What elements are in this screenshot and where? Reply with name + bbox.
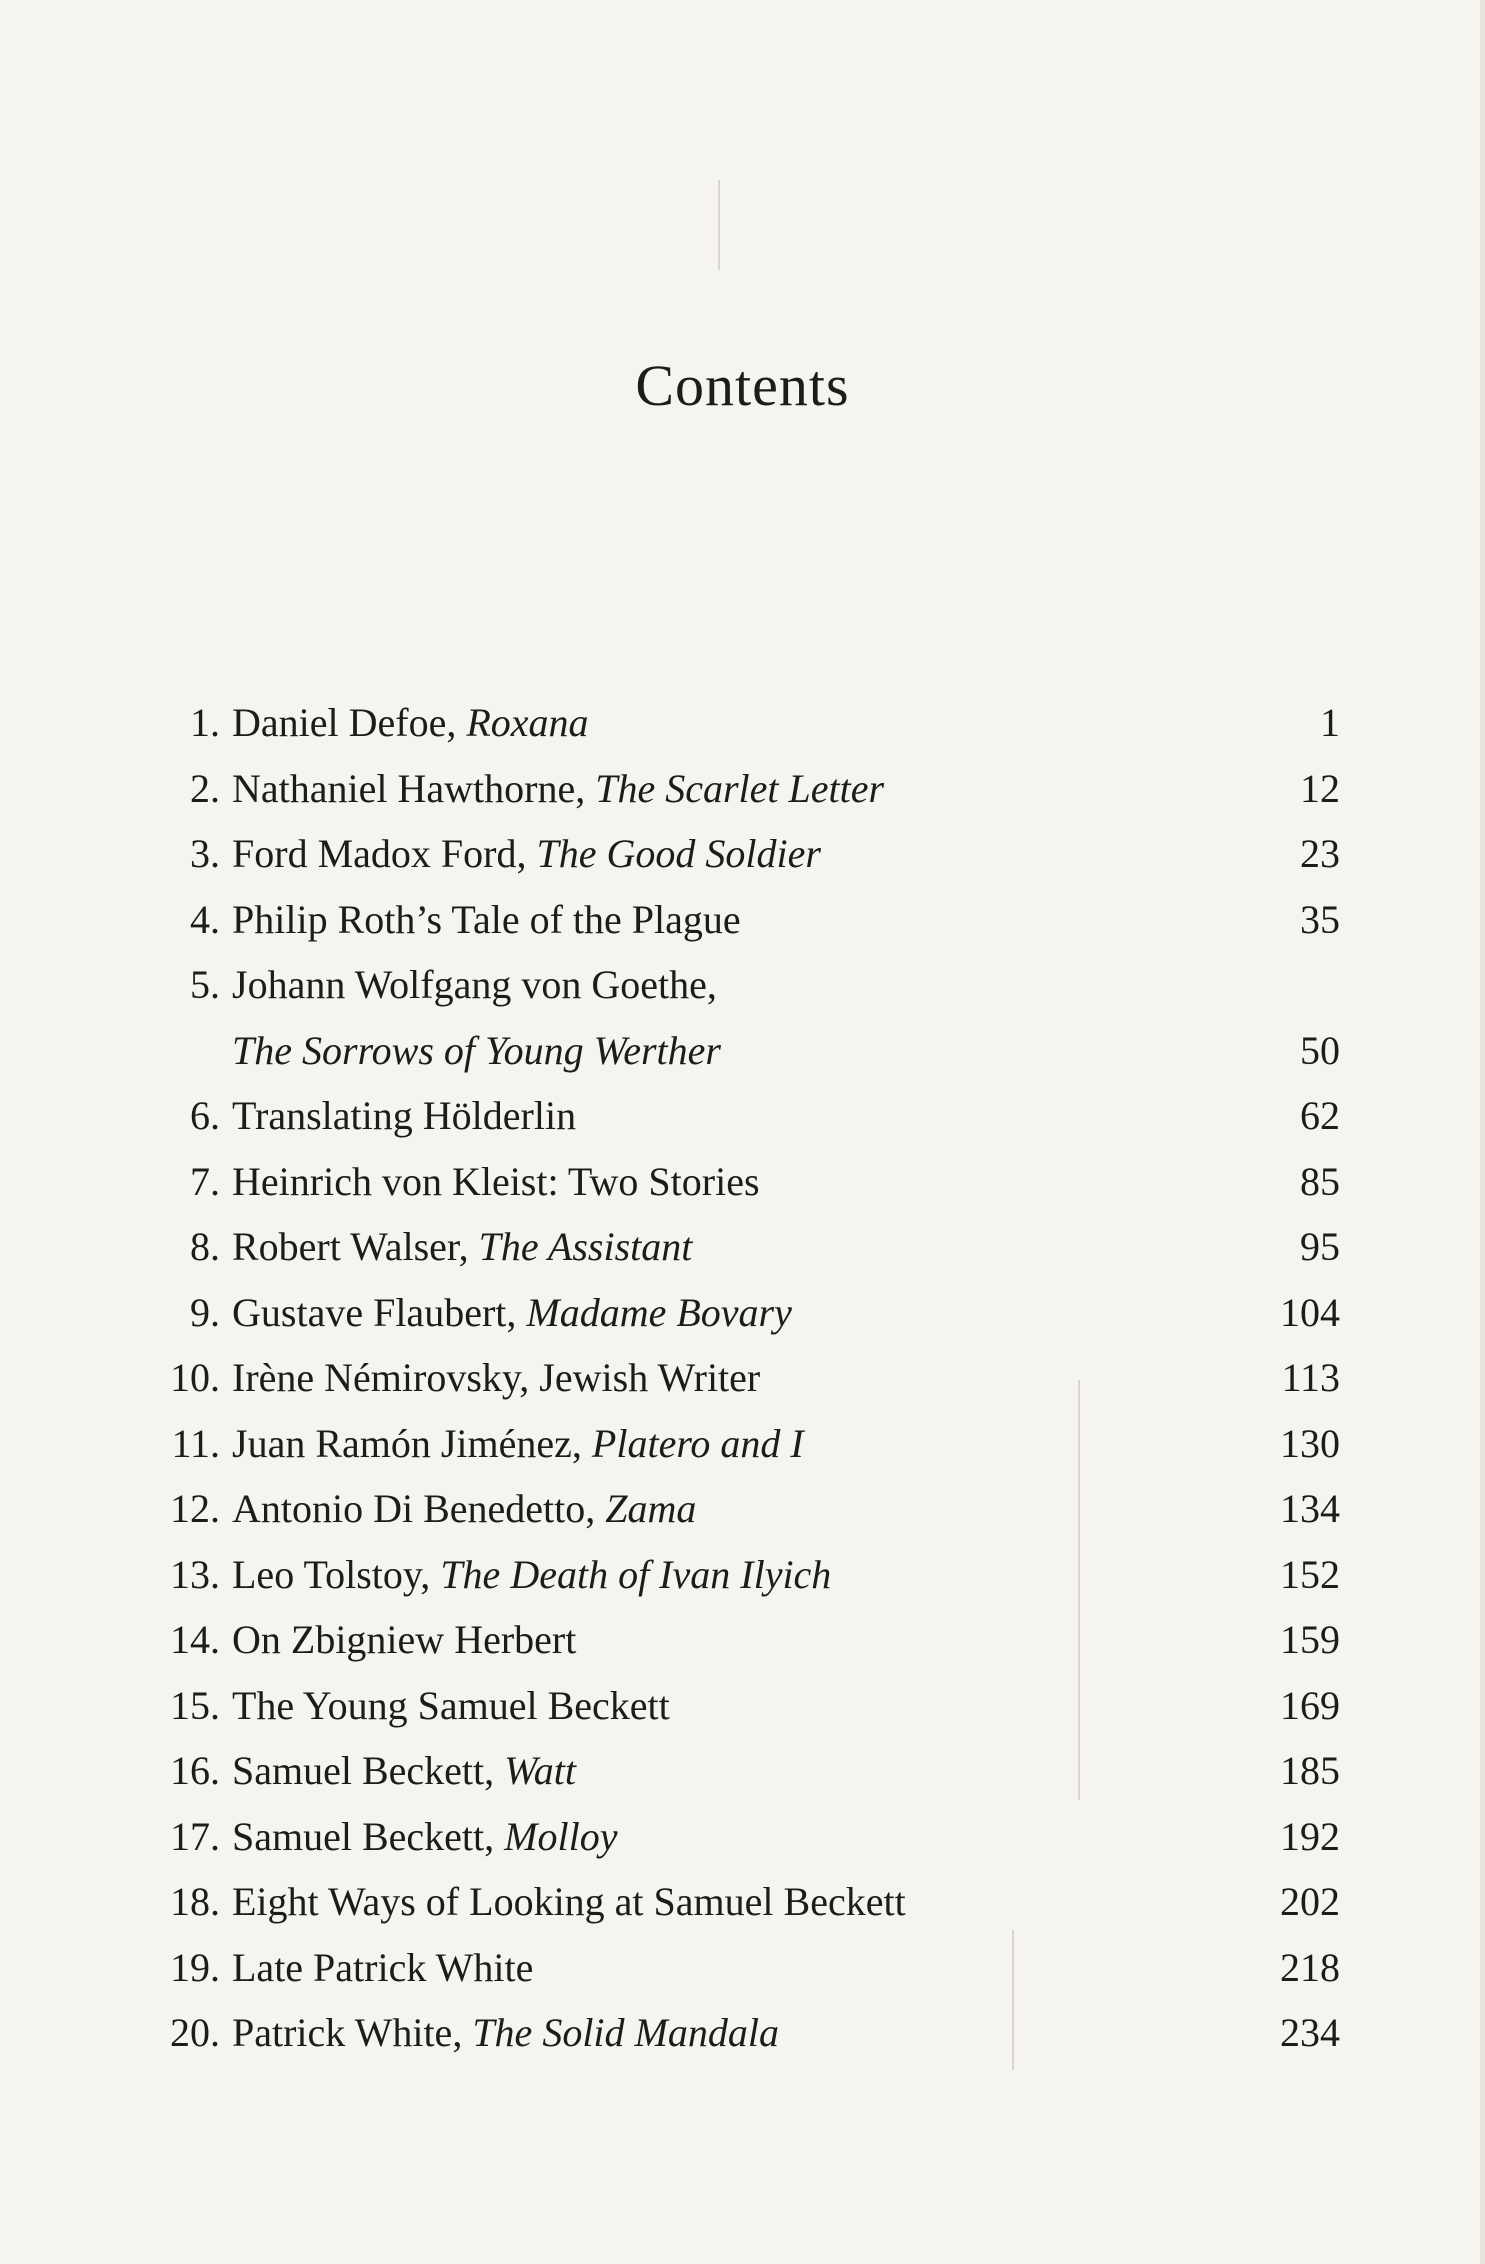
entry-title — [232, 1149, 760, 1215]
scan-mark — [1480, 0, 1485, 2264]
entry-number: 17. — [170, 1813, 220, 1859]
entry-title — [232, 1083, 576, 1149]
entry-title — [232, 821, 821, 887]
entry-page: 85 — [1300, 1158, 1340, 1204]
entry-page: 62 — [1300, 1093, 1340, 1138]
entry-page: 159 — [1280, 1617, 1340, 1662]
toc-entry — [150, 756, 1340, 822]
entry-page: 202 — [1280, 1879, 1340, 1924]
entry-title — [232, 1214, 692, 1280]
entry-title — [232, 1673, 670, 1739]
toc-entry — [150, 2000, 1340, 2066]
toc-entry — [150, 1345, 1340, 1411]
toc-entry — [150, 1411, 1340, 1477]
toc-entry — [150, 1673, 1340, 1739]
entry-work: The Sorrows of Young Werther — [232, 1027, 721, 1073]
entry-page: 152 — [1280, 1551, 1340, 1597]
toc-entry — [150, 1542, 1340, 1608]
entry-title — [232, 1607, 576, 1673]
entry-title — [232, 1476, 696, 1542]
entry-author: Philip Roth’s Tale of the Plague — [232, 896, 741, 942]
entry-work: The Assistant — [478, 1224, 693, 1269]
entry-author: Samuel Beckett, — [232, 1813, 495, 1859]
entry-author: On Zbigniew Herbert — [232, 1617, 577, 1662]
entry-number: 6. — [190, 1093, 220, 1138]
toc-entry — [150, 1214, 1340, 1280]
entry-number: 14. — [170, 1617, 220, 1662]
toc-entry — [150, 1280, 1340, 1346]
entry-page: 218 — [1280, 1944, 1340, 1990]
scan-mark — [1012, 1930, 1014, 2070]
entry-number: 4. — [190, 896, 220, 942]
entry-number: 8. — [190, 1224, 220, 1269]
entry-work: The Scarlet Letter — [595, 765, 885, 811]
entry-number: 1. — [190, 700, 220, 745]
entry-author: Patrick White, — [232, 2010, 463, 2055]
toc-entry — [150, 1804, 1340, 1870]
entry-title — [232, 1869, 906, 1935]
toc-entry — [150, 887, 1340, 953]
entry-title — [232, 1738, 576, 1804]
toc-entry — [150, 1149, 1340, 1215]
toc-entry — [150, 690, 1340, 756]
entry-number: 13. — [170, 1551, 220, 1597]
entry-title — [232, 1804, 617, 1870]
entry-author: Eight Ways of Looking at Samuel Beckett — [232, 1879, 906, 1924]
entry-work: Zama — [605, 1486, 697, 1531]
toc-entry — [150, 1083, 1340, 1149]
entry-number: 9. — [190, 1289, 220, 1335]
entry-author: Antonio Di Benedetto, — [232, 1486, 596, 1531]
entry-author: Juan Ramón Jiménez, — [232, 1420, 582, 1466]
entry-title — [232, 690, 589, 756]
entry-title — [232, 1411, 804, 1477]
entry-number: 16. — [170, 1748, 220, 1793]
entry-work: Platero and I — [591, 1420, 804, 1466]
entry-title — [232, 887, 741, 953]
entry-work: Molloy — [504, 1813, 618, 1859]
entry-number: 12. — [170, 1486, 220, 1531]
entry-title — [232, 756, 884, 822]
entry-number: 19. — [170, 1944, 220, 1990]
scan-mark — [1078, 1380, 1080, 1800]
entry-author: Nathaniel Hawthorne, — [232, 765, 586, 811]
entry-author: Daniel Defoe, — [232, 700, 457, 745]
entry-author: Leo Tolstoy, — [232, 1551, 431, 1597]
entry-page: 130 — [1280, 1420, 1340, 1466]
entry-number: 11. — [171, 1420, 220, 1466]
entry-number: 20. — [170, 2010, 220, 2055]
toc-entry — [150, 952, 1340, 1083]
entry-author: The Young Samuel Beckett — [232, 1682, 670, 1728]
entry-author: Translating Hölderlin — [232, 1093, 577, 1138]
entry-number: 3. — [190, 831, 220, 876]
table-of-contents — [150, 690, 1340, 2066]
entry-page: 50 — [1300, 1027, 1340, 1073]
entry-page: 234 — [1280, 2010, 1340, 2055]
entry-work: The Death of Ivan Ilyich — [440, 1551, 832, 1597]
entry-title — [232, 1542, 831, 1608]
entry-page: 192 — [1280, 1813, 1340, 1859]
entry-author: Heinrich von Kleist: Two Stories — [232, 1158, 760, 1204]
entry-page: 185 — [1280, 1748, 1340, 1793]
entry-page: 23 — [1300, 831, 1340, 876]
entry-page: 35 — [1300, 896, 1340, 942]
entry-work: The Solid Mandala — [472, 2010, 779, 2055]
entry-number: 15. — [170, 1682, 220, 1728]
entry-page: 1 — [1320, 700, 1340, 745]
toc-entry — [150, 1738, 1340, 1804]
entry-title — [232, 1935, 533, 2001]
scan-mark — [718, 180, 720, 270]
entry-number: 18. — [170, 1879, 220, 1924]
toc-entry — [150, 821, 1340, 887]
entry-author: Gustave Flaubert, — [232, 1289, 517, 1335]
entry-page: 12 — [1300, 765, 1340, 811]
entry-work: Roxana — [466, 700, 589, 745]
toc-entry — [150, 1607, 1340, 1673]
entry-page: 113 — [1281, 1355, 1340, 1400]
entry-author: Robert Walser, — [232, 1224, 469, 1269]
entry-author: Irène Némirovsky, Jewish Writer — [232, 1355, 761, 1400]
entry-title — [232, 1280, 792, 1346]
toc-entry — [150, 1476, 1340, 1542]
entry-work: Watt — [504, 1748, 577, 1793]
toc-entry — [150, 1869, 1340, 1935]
entry-author: Johann Wolfgang von Goethe, — [232, 962, 717, 1007]
entry-title — [232, 1345, 760, 1411]
entry-work: Madame Bovary — [526, 1289, 792, 1335]
entry-page: 169 — [1280, 1682, 1340, 1728]
entry-author: Late Patrick White — [232, 1944, 534, 1990]
entry-title — [232, 2000, 779, 2066]
entry-number: 2. — [190, 765, 220, 811]
entry-page: 134 — [1280, 1486, 1340, 1531]
entry-number: 5. — [190, 962, 220, 1007]
entry-number: 10. — [170, 1355, 220, 1400]
entry-author: Samuel Beckett, — [232, 1748, 495, 1793]
entry-work: The Good Soldier — [536, 831, 821, 876]
page-title: Contents — [635, 353, 850, 418]
entry-number: 7. — [190, 1158, 220, 1204]
toc-entry — [150, 1935, 1340, 2001]
entry-page: 104 — [1280, 1289, 1340, 1335]
entry-page: 95 — [1300, 1224, 1340, 1269]
entry-author: Ford Madox Ford, — [232, 831, 527, 876]
